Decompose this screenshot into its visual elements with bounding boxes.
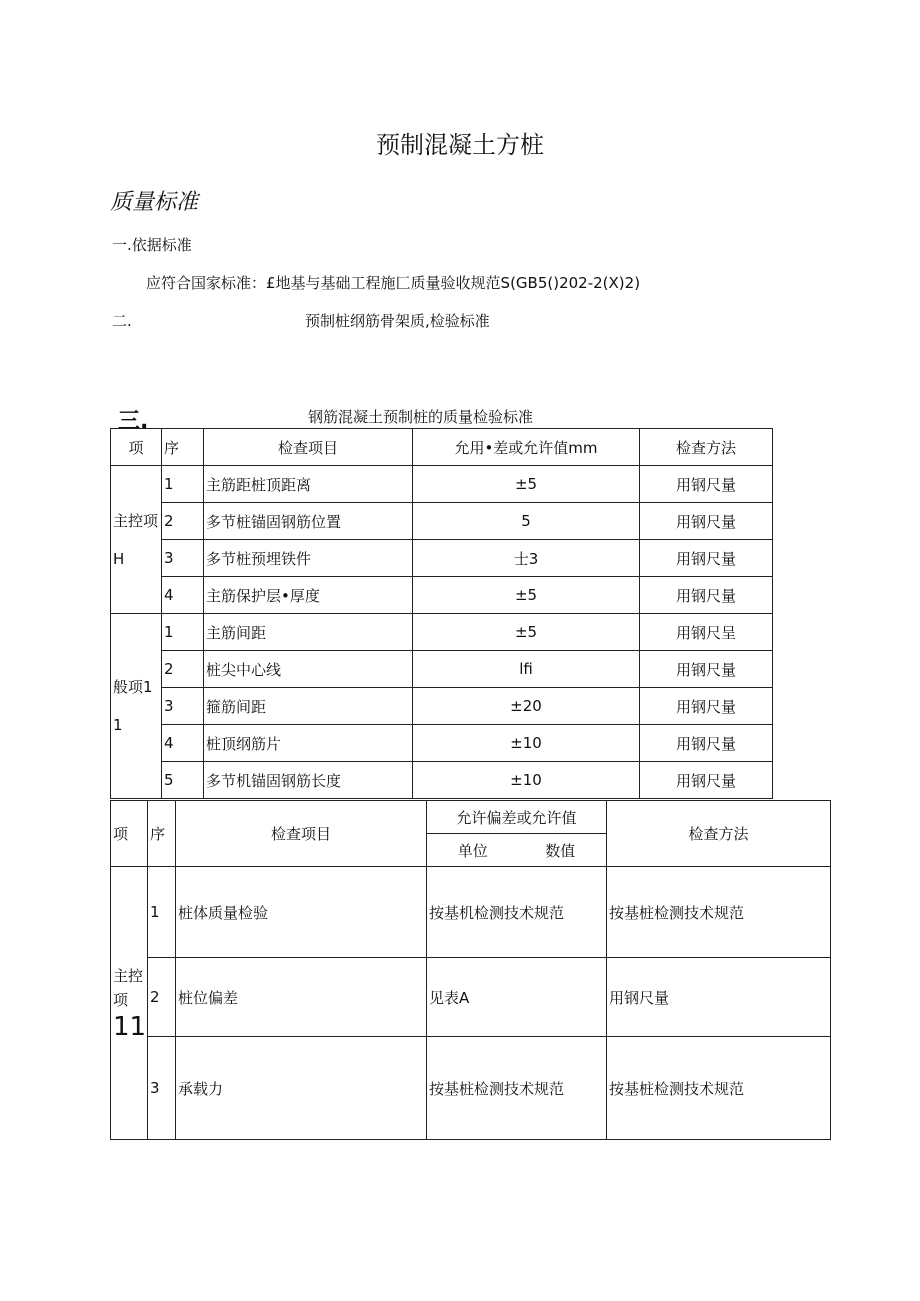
row-no: 1 bbox=[162, 466, 204, 503]
row-no: 1 bbox=[162, 614, 204, 651]
row-method: 用钢尺量 bbox=[607, 958, 831, 1037]
row-no: 5 bbox=[162, 762, 204, 799]
row-item: 桩顶纲筋片 bbox=[204, 725, 413, 762]
table2-header-row bbox=[111, 801, 831, 834]
table2-subheader bbox=[427, 834, 607, 867]
table2-header-no: 序 bbox=[148, 801, 176, 867]
table-row bbox=[111, 651, 773, 688]
table1-header-method: 检查方法 bbox=[640, 429, 773, 466]
row-value: 士3 bbox=[413, 540, 640, 577]
row-value: ±10 bbox=[413, 725, 640, 762]
row-method: 用钢尺量 bbox=[640, 651, 773, 688]
row-no: 4 bbox=[162, 725, 204, 762]
table2-header-check: 检查项目 bbox=[176, 801, 427, 867]
row-method: 用钢尺量 bbox=[640, 466, 773, 503]
table2-header-tolerance: 允许偏差或允许值 bbox=[427, 801, 607, 834]
table-rebar-cage bbox=[110, 428, 773, 799]
row-no: 2 bbox=[162, 651, 204, 688]
row-method: 用钢尺量 bbox=[640, 540, 773, 577]
table1-header-no: 序 bbox=[162, 429, 204, 466]
table-row bbox=[111, 725, 773, 762]
row-method: 用钢尺量 bbox=[640, 725, 773, 762]
row-method: 用钢尺量 bbox=[640, 503, 773, 540]
table-row bbox=[111, 762, 773, 799]
row-value: lfi bbox=[413, 651, 640, 688]
table2-header-method: 检查方法 bbox=[607, 801, 831, 867]
row-no: 2 bbox=[162, 503, 204, 540]
row-tolerance: 按基桩检测技术规范 bbox=[427, 1037, 607, 1140]
row-item: 多节桩锚固钢筋位置 bbox=[204, 503, 413, 540]
section2-text: 预制桩纲筋骨架质,检验标准 bbox=[305, 312, 490, 330]
table-row bbox=[111, 688, 773, 725]
row-item: 承载力 bbox=[176, 1037, 427, 1140]
row-item: 桩体质量检验 bbox=[176, 867, 427, 958]
table1-header-check: 检查项目 bbox=[204, 429, 413, 466]
table1-group2-label: 般项11 bbox=[111, 614, 162, 799]
row-method: 用钢尺量 bbox=[640, 577, 773, 614]
table-pile-body bbox=[110, 800, 831, 1140]
row-value: ±5 bbox=[413, 577, 640, 614]
section2-number: 二. bbox=[112, 312, 132, 330]
section-heading-quality: 质量标准 bbox=[110, 190, 199, 215]
table2-group-label-number: 11 bbox=[113, 1012, 147, 1042]
row-method: 用钢尺量 bbox=[640, 688, 773, 725]
table2-group-label bbox=[111, 867, 148, 1140]
table1-group1-label: 主控项H bbox=[111, 466, 162, 614]
row-value: ±5 bbox=[413, 614, 640, 651]
row-item: 多节桩预埋铁件 bbox=[204, 540, 413, 577]
section1-text: 应符合国家标准：£地基与基础工程施匚质量验收规范S(GB5()202-2(X)2) bbox=[146, 274, 641, 292]
row-method: 按基桩检测技术规范 bbox=[607, 1037, 831, 1140]
row-no: 3 bbox=[162, 688, 204, 725]
table-row bbox=[111, 577, 773, 614]
table2-header-item: 项 bbox=[111, 801, 148, 867]
row-item: 主筋间距 bbox=[204, 614, 413, 651]
table-row bbox=[111, 540, 773, 577]
row-item: 箍筋间距 bbox=[204, 688, 413, 725]
table-row bbox=[111, 1037, 831, 1140]
row-item: 多节机锚固钢筋长度 bbox=[204, 762, 413, 799]
section1-heading: 一.依据标准 bbox=[112, 236, 192, 254]
row-value: ±20 bbox=[413, 688, 640, 725]
row-no: 2 bbox=[148, 958, 176, 1037]
row-item: 主筋距桩顶距离 bbox=[204, 466, 413, 503]
row-method: 按基桩检测技术规范 bbox=[607, 867, 831, 958]
row-no: 4 bbox=[162, 577, 204, 614]
table-row bbox=[111, 867, 831, 958]
row-method: 用钢尺量 bbox=[640, 762, 773, 799]
table2-subheader-unit: 单位 bbox=[457, 841, 488, 860]
row-item: 主筋保护层•厚度 bbox=[204, 577, 413, 614]
table1-header-row bbox=[111, 429, 773, 466]
row-no: 3 bbox=[162, 540, 204, 577]
table-row bbox=[111, 958, 831, 1037]
row-no: 1 bbox=[148, 867, 176, 958]
table-row bbox=[111, 466, 773, 503]
row-method: 用钢尺呈 bbox=[640, 614, 773, 651]
table-row bbox=[111, 503, 773, 540]
table1-caption: 钢筋混凝土预制桩的质量检验标准 bbox=[308, 408, 534, 426]
table2-group-label-text: 主控项 bbox=[113, 967, 144, 1009]
table-row bbox=[111, 614, 773, 651]
table1-header-item: 项 bbox=[111, 429, 162, 466]
row-value: ±5 bbox=[413, 466, 640, 503]
row-item: 桩尖中心线 bbox=[204, 651, 413, 688]
row-tolerance: 按基机检测技术规范 bbox=[427, 867, 607, 958]
section3-number: 三. bbox=[118, 409, 149, 434]
row-value: 5 bbox=[413, 503, 640, 540]
row-no: 3 bbox=[148, 1037, 176, 1140]
row-value: ±10 bbox=[413, 762, 640, 799]
page-title: 预制混凝土方桩 bbox=[376, 131, 544, 159]
table2-subheader-value: 数值 bbox=[545, 841, 576, 860]
row-tolerance: 见表A bbox=[427, 958, 607, 1037]
row-item: 桩位偏差 bbox=[176, 958, 427, 1037]
table1-header-tolerance: 允用•差或允许值mm bbox=[413, 429, 640, 466]
